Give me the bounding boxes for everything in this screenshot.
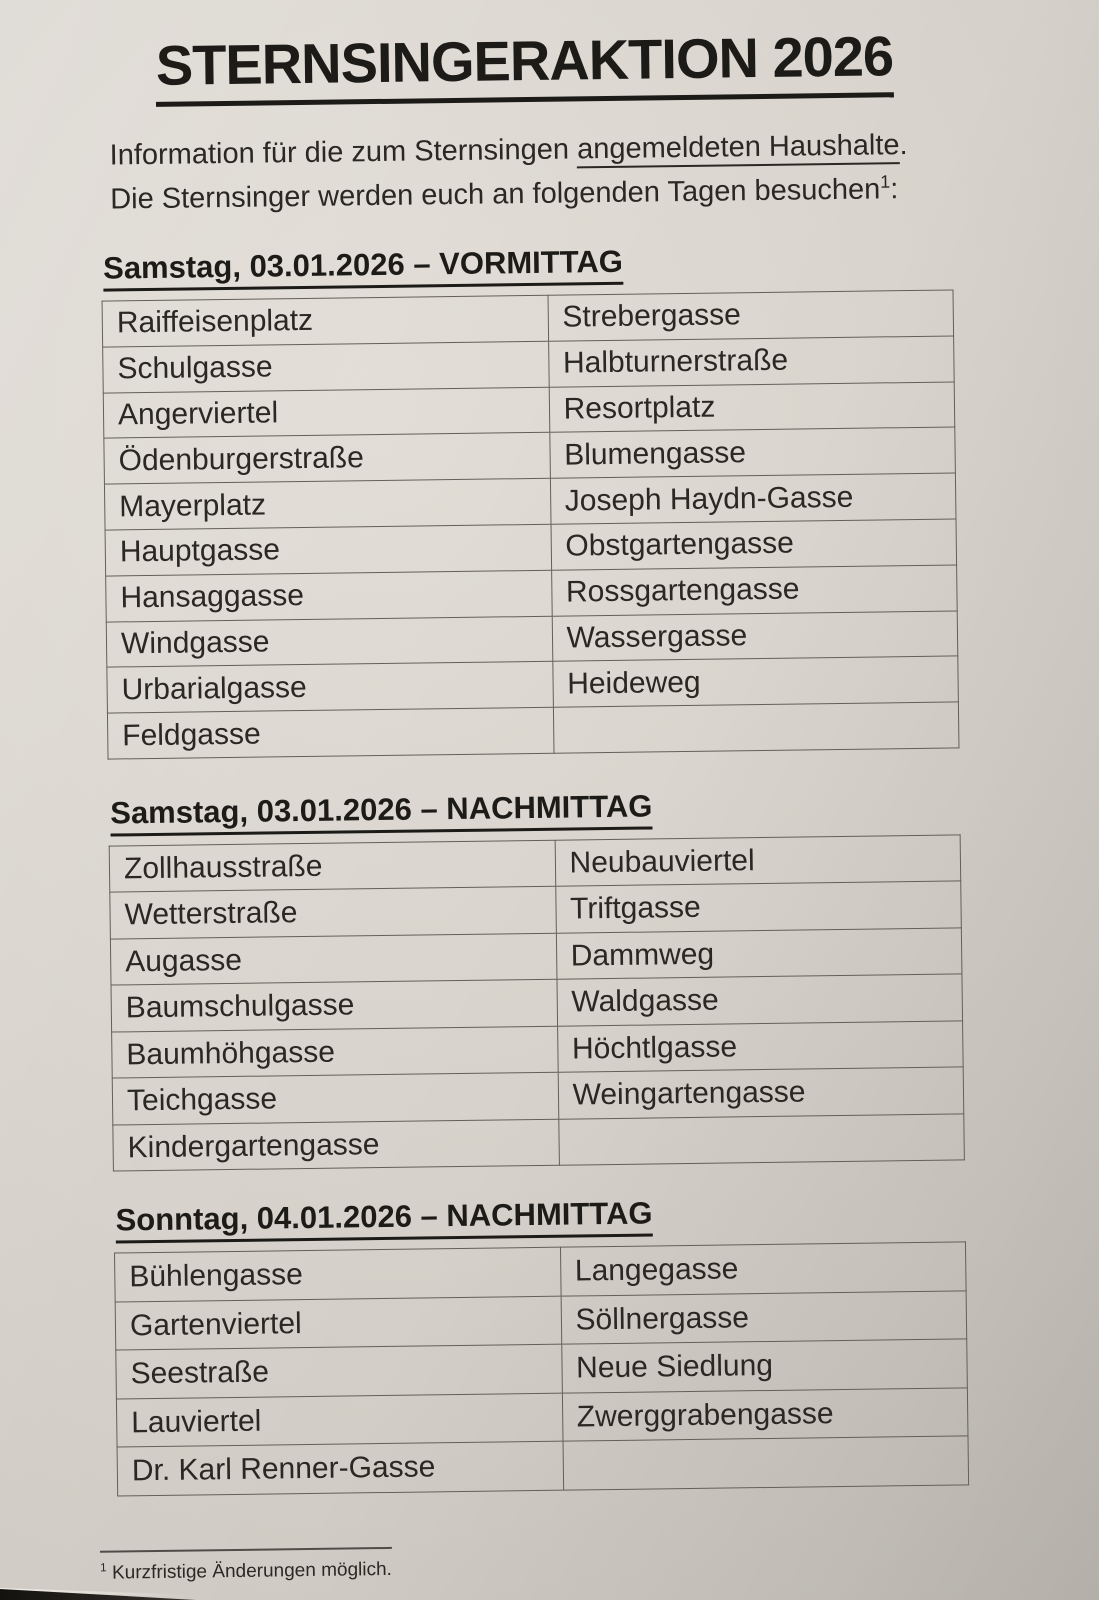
street-cell: Höchtlgasse [557, 1021, 963, 1073]
street-cell [563, 1436, 969, 1490]
section-heading-text: Samstag, 03.01.2026 – VORMITTAG [103, 243, 623, 292]
street-cell: Baumschulgasse [111, 980, 557, 1032]
section-samstag-vormittag [101, 238, 960, 759]
street-cell: Windgasse [106, 616, 552, 668]
street-cell: Dr. Karl Renner-Gasse [117, 1442, 563, 1496]
section-heading-text: Samstag, 03.01.2026 – NACHMITTAG [110, 787, 653, 836]
footnote-divider [100, 1547, 392, 1553]
intro-line2-suffix: : [890, 173, 899, 206]
street-cell: Teichgasse [112, 1073, 558, 1125]
street-cell: Resortplatz [549, 382, 955, 433]
streets-table [102, 289, 960, 759]
street-cell: Bühlengasse [115, 1248, 561, 1302]
street-cell: Dammweg [556, 928, 962, 980]
street-cell: Neue Siedlung [561, 1339, 967, 1393]
intro-footnote-marker: 1 [880, 171, 891, 192]
street-cell: Obstgartengasse [551, 519, 957, 570]
intro-line1-underlined: angemeldeten Haushalte [577, 129, 900, 168]
street-cell: Blumengasse [549, 427, 955, 478]
street-cell: Langegasse [560, 1242, 966, 1296]
street-cell: Söllnergasse [561, 1291, 967, 1345]
street-cell: Gartenviertel [115, 1296, 561, 1350]
street-cell: Seestraße [116, 1345, 562, 1399]
footnote [100, 1539, 970, 1586]
street-cell: Augasse [110, 933, 556, 985]
street-cell: Kindergartengasse [113, 1119, 559, 1171]
footnote-text [100, 1549, 970, 1586]
street-cell: Triftgasse [555, 881, 961, 933]
intro-line1-suffix: . [899, 129, 908, 162]
street-cell: Halbturnerstraße [548, 336, 954, 387]
table-row [117, 1436, 969, 1496]
streets-table [109, 834, 965, 1172]
section-heading [115, 1191, 965, 1244]
intro-paragraph [109, 122, 952, 221]
document-page [98, 0, 971, 1586]
street-cell: Lauviertel [116, 1393, 562, 1447]
section-heading [103, 238, 953, 291]
street-cell [558, 1114, 964, 1166]
street-cell: Baumhöhgasse [112, 1026, 558, 1078]
street-cell: Hansaggasse [106, 570, 552, 622]
street-cell: Angerviertel [103, 387, 549, 439]
street-cell: Wetterstraße [110, 887, 556, 939]
street-cell: Wassergasse [552, 611, 958, 662]
street-cell: Feldgasse [107, 707, 553, 759]
street-cell: Zollhausstraße [109, 840, 555, 892]
streets-table [114, 1242, 969, 1497]
street-cell: Zwerggrabengasse [562, 1388, 968, 1442]
intro-line1-prefix: Information für die zum Sternsingen [109, 133, 578, 172]
page-title-text: STERNSINGERAKTION 2026 [155, 25, 893, 107]
section-sonntag-nachmittag [113, 1191, 969, 1497]
table-row [113, 1114, 965, 1172]
street-cell: Mayerplatz [104, 478, 550, 530]
page-title [98, 24, 951, 107]
footnote-label: Kurzfristige Änderungen möglich. [111, 1558, 393, 1584]
street-cell: Waldgasse [557, 974, 963, 1026]
street-cell: Neubauviertel [555, 835, 961, 887]
street-cell: Raiffeisenplatz [102, 295, 548, 347]
street-cell: Schulgasse [103, 341, 549, 393]
street-cell: Ödenburgerstraße [104, 433, 550, 485]
section-heading [110, 783, 960, 836]
street-cell: Hauptgasse [105, 524, 551, 576]
street-cell: Joseph Haydn-Gasse [550, 473, 956, 524]
section-heading-text: Sonntag, 04.01.2026 – NACHMITTAG [115, 1195, 652, 1244]
street-cell: Rossgartengasse [551, 565, 957, 616]
footnote-marker: 1 [100, 1561, 107, 1575]
street-cell: Strebergasse [548, 290, 954, 341]
street-cell: Heideweg [552, 656, 958, 707]
street-cell: Weingartengasse [558, 1067, 964, 1119]
table-row [107, 702, 959, 759]
street-cell [553, 702, 959, 753]
section-samstag-nachmittag [108, 783, 965, 1172]
street-cell: Urbarialgasse [107, 662, 553, 714]
intro-line2-text: Die Sternsinger werden euch an folgenden Tagen besuchen [110, 173, 881, 216]
